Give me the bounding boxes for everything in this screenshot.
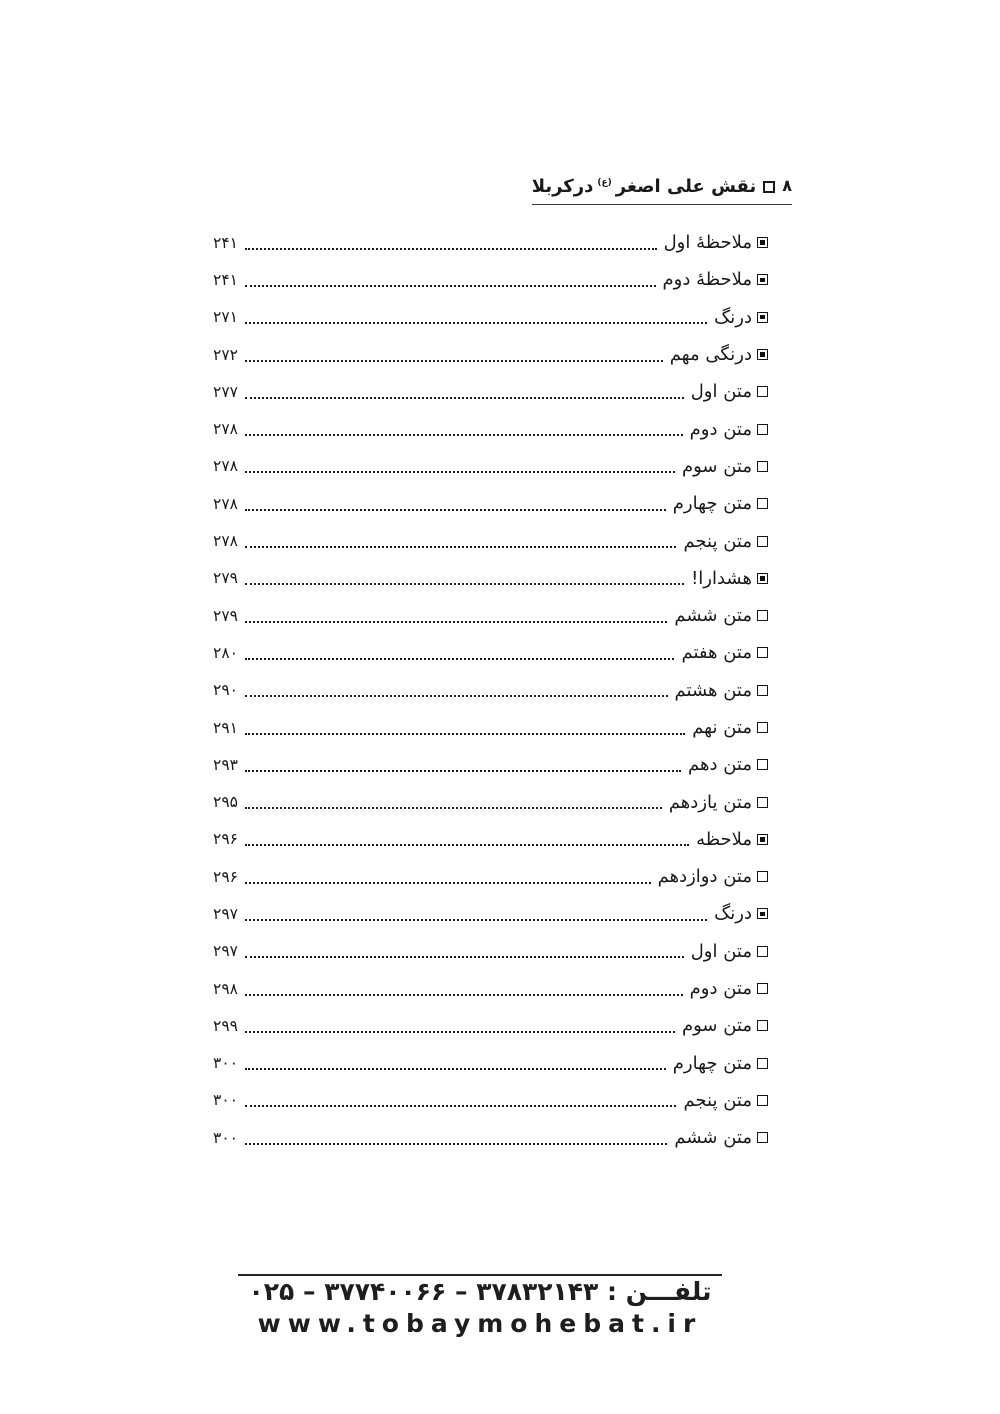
toc-row: [213, 1045, 768, 1082]
open-square-bullet-icon: [757, 1020, 768, 1031]
page-header: [532, 176, 792, 205]
toc-row: [213, 1119, 768, 1156]
dotted-leader: [245, 397, 684, 399]
filled-square-bullet-icon: [757, 908, 768, 919]
dotted-leader: [245, 248, 657, 250]
open-square-icon: [763, 181, 775, 193]
toc-entry-label: متن پنجم: [683, 1089, 752, 1111]
toc-row: [213, 970, 768, 1007]
toc-entry-label: ملاحظه: [696, 828, 752, 850]
toc-row: [213, 858, 768, 895]
toc-entry-label: متن چهارم: [672, 493, 752, 515]
dotted-leader: [245, 1068, 666, 1070]
open-square-bullet-icon: [757, 1058, 768, 1069]
dotted-leader: [245, 360, 663, 362]
toc-entry-page-number: ۳۰۰: [213, 1128, 238, 1147]
dotted-leader: [245, 770, 681, 772]
dotted-leader: [245, 1031, 675, 1033]
open-square-bullet-icon: [757, 386, 768, 397]
toc-entry-label: متن دهم: [688, 754, 752, 776]
toc-row: [213, 933, 768, 970]
book-title-location: درکربلا: [531, 176, 594, 197]
toc-entry-page-number: ۲۹۰: [213, 681, 238, 700]
toc-row: [213, 783, 768, 820]
toc-entry-page-number: ۲۹۳: [213, 755, 238, 774]
open-square-bullet-icon: [757, 946, 768, 957]
open-square-bullet-icon: [757, 461, 768, 472]
dotted-leader: [245, 1143, 667, 1145]
open-square-bullet-icon: [757, 647, 768, 658]
toc-entry-page-number: ۲۹۶: [213, 830, 238, 849]
toc-row: [213, 224, 768, 261]
footer-divider: [238, 1274, 722, 1276]
dotted-leader: [245, 583, 684, 585]
toc-entry-label: متن چهارم: [672, 1052, 752, 1074]
filled-square-bullet-icon: [757, 834, 768, 845]
toc-entry-label: متن ششم: [674, 1127, 752, 1149]
open-square-bullet-icon: [757, 498, 768, 509]
dotted-leader: [245, 285, 656, 287]
open-square-bullet-icon: [757, 424, 768, 435]
open-square-bullet-icon: [757, 759, 768, 770]
honorific-mark: (ع): [597, 177, 612, 188]
toc-entry-label: متن ششم: [674, 605, 752, 627]
toc-row: [213, 597, 768, 634]
dotted-leader: [245, 322, 707, 324]
toc-row: [213, 410, 768, 447]
toc-entry-page-number: ۲۴۱: [213, 233, 238, 252]
toc-entry-page-number: ۳۰۰: [213, 1054, 238, 1073]
publisher-footer: [238, 1274, 722, 1341]
website-url: www.tobaymohebat.ir: [257, 1309, 703, 1338]
toc-entry-page-number: ۲۷۱: [213, 308, 238, 327]
open-square-bullet-icon: [757, 1095, 768, 1106]
toc-row: [213, 485, 768, 522]
dotted-leader: [245, 509, 666, 511]
dotted-leader: [245, 658, 675, 660]
dotted-leader: [245, 1105, 676, 1107]
book-title: [532, 176, 757, 197]
toc-row: [213, 821, 768, 858]
toc-entry-label: متن سوم: [681, 1015, 752, 1037]
filled-square-bullet-icon: [757, 312, 768, 323]
phone-line: [238, 1277, 722, 1307]
toc-entry-label: درنگ: [714, 903, 752, 925]
toc-row: [213, 261, 768, 298]
dotted-leader: [245, 695, 668, 697]
toc-entry-page-number: ۲۹۱: [213, 718, 238, 737]
toc-entry-page-number: ۲۹۷: [213, 942, 238, 961]
toc-row: [213, 522, 768, 559]
toc-entry-page-number: ۲۷۹: [213, 606, 238, 625]
dotted-leader: [245, 882, 651, 884]
toc-entry-page-number: ۲۷۹: [213, 569, 238, 588]
toc-entry-page-number: ۲۹۷: [213, 904, 238, 923]
toc-entry-label: متن یازدهم: [668, 791, 752, 813]
toc-entry-label: درنگ: [714, 306, 752, 328]
toc-entry-label: متن هفتم: [681, 642, 752, 664]
toc-entry-page-number: ۳۰۰: [213, 1091, 238, 1110]
open-square-bullet-icon: [757, 983, 768, 994]
toc-row: [213, 336, 768, 373]
open-square-bullet-icon: [757, 1132, 768, 1143]
toc-entry-page-number: ۲۴۱: [213, 270, 238, 289]
toc-row: [213, 634, 768, 671]
toc-entry-page-number: ۲۹۸: [213, 979, 238, 998]
open-square-bullet-icon: [757, 871, 768, 882]
toc-row: [213, 709, 768, 746]
toc-row: [213, 895, 768, 932]
toc-row: [213, 1007, 768, 1044]
toc-entry-page-number: ۲۹۶: [213, 867, 238, 886]
toc-entry-page-number: ۲۷۸: [213, 420, 238, 439]
filled-square-bullet-icon: [757, 573, 768, 584]
toc-entry-label: ملاحظهٔ دوم: [662, 269, 752, 291]
dotted-leader: [245, 919, 707, 921]
toc-row: [213, 672, 768, 709]
toc-entry-page-number: ۲۷۲: [213, 345, 238, 364]
open-square-bullet-icon: [757, 536, 768, 547]
dotted-leader: [245, 844, 689, 846]
dotted-leader: [245, 434, 683, 436]
dotted-leader: [245, 994, 683, 996]
toc-entry-page-number: ۲۷۸: [213, 532, 238, 551]
phone-label: تلفـــن :: [607, 1277, 712, 1306]
toc-row: [213, 1082, 768, 1119]
dotted-leader: [245, 546, 676, 548]
toc-entry-label: متن دوازدهم: [657, 866, 752, 888]
toc-row: [213, 299, 768, 336]
filled-square-bullet-icon: [757, 349, 768, 360]
toc-entry-label: متن اول: [690, 940, 752, 962]
toc-entry-label: هشدارا!: [691, 567, 752, 589]
toc-entry-label: ملاحظهٔ اول: [663, 232, 752, 254]
dotted-leader: [245, 956, 684, 958]
header-page-number: ۸: [782, 176, 792, 195]
toc-entry-page-number: ۲۸۰: [213, 643, 238, 662]
open-square-bullet-icon: [757, 722, 768, 733]
dotted-leader: [245, 471, 675, 473]
toc-entry-label: متن هشتم: [674, 679, 752, 701]
dotted-leader: [245, 807, 662, 809]
toc-entry-page-number: ۲۷۸: [213, 457, 238, 476]
toc-entry-label: متن اول: [690, 381, 752, 403]
dotted-leader: [245, 733, 685, 735]
toc-list: [213, 224, 768, 1156]
filled-square-bullet-icon: [757, 274, 768, 285]
toc-row: [213, 746, 768, 783]
toc-entry-page-number: ۲۷۸: [213, 494, 238, 513]
toc-entry-label: متن سوم: [681, 455, 752, 477]
toc-row: [213, 560, 768, 597]
toc-entry-label: متن دوم: [689, 418, 752, 440]
toc-entry-label: متن پنجم: [683, 530, 752, 552]
open-square-bullet-icon: [757, 685, 768, 696]
toc-row: [213, 448, 768, 485]
phone-numbers: ۳۷۸۳۲۱۴۳ – ۳۷۷۴۰۰۶۶ – ۰۲۵: [248, 1277, 599, 1306]
toc-entry-label: متن نهم: [692, 717, 752, 738]
open-square-bullet-icon: [757, 797, 768, 808]
toc-entry-page-number: ۲۹۹: [213, 1016, 238, 1035]
dotted-leader: [245, 621, 667, 623]
book-title-text: نقش علی اصغر: [615, 176, 757, 197]
toc-entry-label: درنگی مهم: [669, 344, 752, 366]
toc-entry-page-number: ۲۹۵: [213, 793, 238, 812]
toc-entry-label: متن دوم: [689, 978, 752, 1000]
filled-square-bullet-icon: [757, 237, 768, 248]
toc-row: [213, 373, 768, 410]
open-square-bullet-icon: [757, 610, 768, 621]
toc-entry-page-number: ۲۷۷: [213, 382, 238, 401]
